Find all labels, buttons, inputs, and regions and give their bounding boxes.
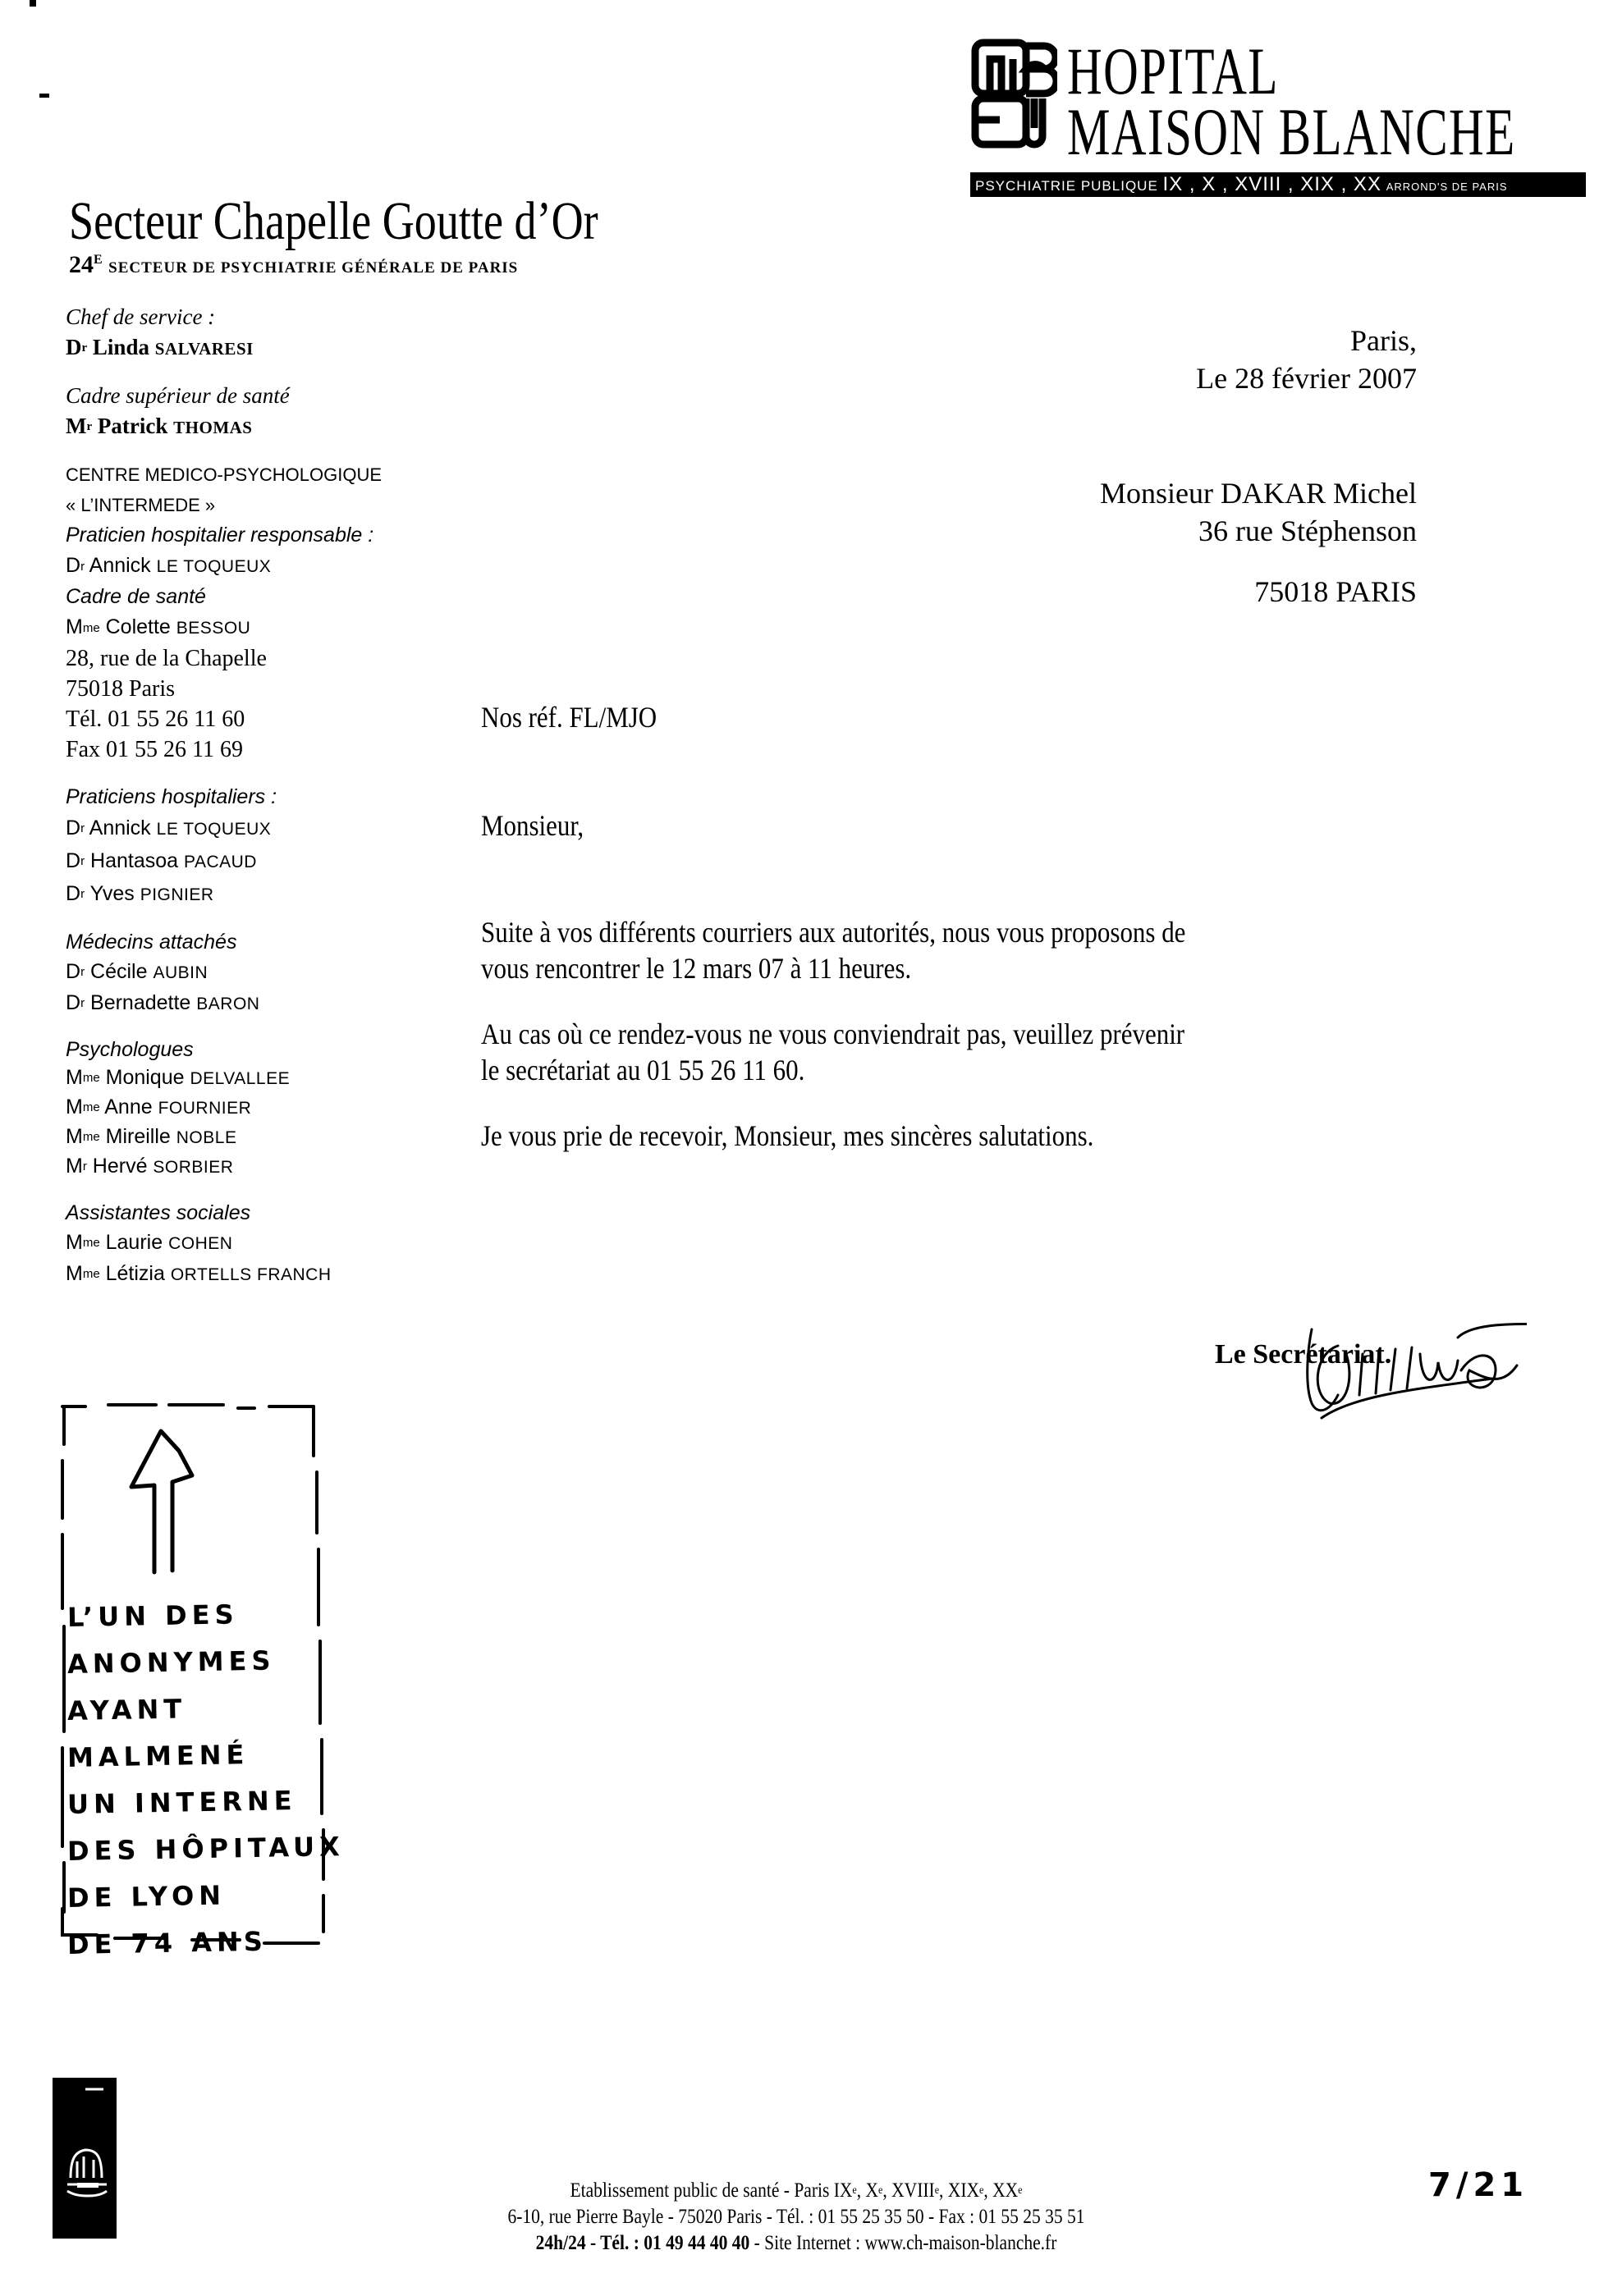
annotation-line: UN INTERNE: [66, 1785, 297, 1820]
paragraph-line: Au cas où ce rendez-vous ne vous conviendrait pas, veuillez prévenir: [481, 1018, 1185, 1050]
last-name: LE TOQUEUX: [156, 820, 272, 839]
first-name: Hantasoa: [90, 849, 179, 872]
last-name: PIGNIER: [140, 885, 214, 904]
footer-line-3: [443, 2230, 1149, 2257]
group-title: Assistantes sociales: [66, 1201, 251, 1224]
last-name: COHEN: [168, 1234, 233, 1253]
annotation-line: L’UN DES: [66, 1599, 239, 1633]
staff-member: [66, 878, 493, 911]
letter-salutation: Monsieur,: [481, 809, 584, 842]
staff-member: [66, 1228, 493, 1259]
staff-member: [66, 411, 493, 443]
arrondissement-sup: e: [934, 2184, 940, 2197]
honorific-sup: me: [82, 1071, 100, 1085]
annotation-line: DE LYON: [66, 1879, 227, 1914]
sector-title: Secteur Chapelle Goutte d’Or: [69, 191, 598, 251]
honorific: D: [66, 960, 81, 983]
handwritten-annotation: [49, 1387, 346, 1978]
recipient-name: Monsieur DAKAR Michel: [1100, 477, 1417, 510]
staff-member: [66, 332, 493, 364]
logo-tagline-suffix: ARROND'S DE PARIS: [1386, 181, 1508, 193]
handwritten-signature-icon: [1215, 1297, 1527, 1428]
sector-number-sup: E: [94, 253, 103, 267]
staff-member: [66, 1259, 493, 1290]
footer-website[interactable]: - Site Internet : www.ch-maison-blanche.fr: [749, 2232, 1057, 2254]
annotation-line: MALMENÉ: [66, 1739, 250, 1773]
arrondissement-sup: e: [1018, 2184, 1023, 2197]
letter-city: Paris,: [1350, 324, 1417, 357]
staff-member: [66, 1063, 493, 1093]
honorific: M: [66, 1066, 83, 1089]
building-icon: [53, 2078, 117, 2242]
arrondissement: XVIII: [891, 2179, 935, 2202]
footer-24h-phone: 24h/24 - Tél. : 01 49 44 40 40: [535, 2232, 750, 2254]
annotation-text: [67, 1592, 345, 1966]
sector-subtitle-text: SECTEUR DE PSYCHIATRIE GÉNÉRALE DE PARIS: [108, 259, 519, 277]
last-name: ORTELLS FRANCH: [170, 1265, 332, 1284]
signature-label: Le Secrétariat.: [1215, 1339, 1392, 1370]
sector-number: 24: [69, 251, 94, 278]
paragraph-line: Je vous prie de recevoir, Monsieur, mes sincères salutations.: [481, 1119, 1094, 1152]
staff-member: [66, 957, 493, 988]
letter-paragraph: [481, 1016, 1314, 1088]
signature-block: [1215, 1297, 1527, 1428]
letter-paragraph: [481, 914, 1314, 986]
footer-line-2: 6-10, rue Pierre Bayle - 75020 Paris - Tél. : 01 55 25 35 50 - Fax : 01 55 25 35 51: [507, 2206, 1085, 2228]
cmp-subname: « L’INTERMEDE »: [66, 495, 216, 515]
footer: [386, 2178, 1207, 2257]
first-name: Yves: [89, 882, 135, 905]
honorific-sup: r: [86, 420, 93, 433]
honorific-sup: r: [82, 1159, 87, 1173]
honorific: M: [66, 1125, 83, 1148]
honorific: M: [66, 414, 87, 438]
first-name: Annick: [89, 816, 151, 839]
cmp-fax: Fax 01 55 26 11 69: [66, 737, 243, 762]
cmp-name: CENTRE MEDICO-PSYCHOLOGIQUE: [66, 464, 383, 485]
last-name: SALVARESI: [154, 339, 254, 359]
staff-group-assistantes: [66, 1198, 493, 1290]
honorific: M: [66, 1155, 83, 1178]
honorific-sup: me: [82, 1267, 100, 1281]
hospital-logo: [970, 34, 1594, 199]
annotation-line: ANONYMES: [66, 1644, 276, 1680]
scan-speck: [30, 0, 36, 7]
honorific: D: [66, 991, 81, 1014]
honorific: M: [66, 1262, 83, 1285]
staff-member: [66, 1093, 493, 1123]
cmp-phone: Tél. 01 55 26 11 60: [66, 707, 245, 732]
staff-group-chef: [66, 302, 493, 364]
honorific-sup: r: [80, 560, 85, 574]
footer-line-1: Etablissement public de santé - Paris IXe, Xe, XVIIIe, XIXe, XXe: [570, 2179, 1023, 2202]
logo-tagline-prefix: PSYCHIATRIE PUBLIQUE: [975, 178, 1158, 194]
recipient-street: 36 rue Stéphenson: [1198, 515, 1417, 547]
staff-group-medecins: [66, 927, 493, 1019]
first-name: Cécile: [90, 960, 148, 983]
annotation-line: DES HÔPITAUX: [66, 1831, 346, 1867]
footer-establishment: Etablissement public de santé - Paris: [570, 2179, 834, 2202]
arrondissement: XX: [992, 2179, 1019, 2202]
staff-member: [66, 551, 493, 582]
staff-group-cmp: [66, 460, 493, 765]
honorific: D: [66, 554, 81, 577]
letter-date: Le 28 février 2007: [1196, 362, 1417, 395]
annotation-line: AYANT: [66, 1693, 187, 1727]
group-title: Praticien hospitalier responsable :: [66, 524, 374, 547]
staff-member: [66, 612, 493, 643]
page-number: 7/21: [1428, 2166, 1529, 2204]
honorific-sup: r: [80, 996, 85, 1010]
arrondissement: X: [865, 2179, 879, 2202]
staff-member: [66, 1123, 493, 1152]
first-name: Létizia: [105, 1262, 165, 1285]
group-title: Praticiens hospitaliers :: [66, 785, 277, 808]
first-name: Bernadette: [90, 991, 191, 1014]
mb-monogram-icon: [970, 38, 1057, 149]
arrondissement-sup: e: [979, 2184, 984, 2197]
logo-title-line1: HOPITAL: [1067, 34, 1279, 108]
honorific-sup: me: [82, 1130, 100, 1144]
last-name: BESSOU: [176, 619, 251, 638]
annotation-line: DE 74 ANS: [66, 1925, 268, 1960]
honorific: M: [66, 615, 83, 638]
staff-group-psychologues: [66, 1036, 493, 1182]
letter-paragraph: [481, 1118, 1314, 1154]
staff-member: [66, 988, 493, 1019]
first-name: Hervé: [92, 1155, 148, 1178]
recipient-address: [1100, 474, 1417, 611]
group-title: Cadre de santé: [66, 585, 206, 608]
honorific: D: [66, 335, 82, 359]
logo-tagline-numerals: IX , X , XVIII , XIX , XX: [1162, 173, 1381, 195]
group-title: Chef de service :: [66, 304, 216, 329]
paragraph-line: vous rencontrer le 12 mars 07 à 11 heures.: [481, 952, 912, 985]
logo-title-line2: MAISON BLANCHE: [1067, 94, 1516, 169]
first-name: Patrick: [97, 414, 168, 438]
letter-body: [481, 699, 1450, 1154]
letter-reference: Nos réf. FL/MJO: [481, 701, 657, 734]
first-name: Monique: [105, 1066, 185, 1089]
honorific: D: [66, 849, 81, 872]
paragraph-line: le secrétariat au 01 55 26 11 60.: [481, 1054, 805, 1086]
staff-member: [66, 812, 493, 845]
honorific: M: [66, 1095, 83, 1118]
honorific-sup: me: [82, 1100, 100, 1114]
last-name: PACAUD: [184, 853, 257, 871]
scan-speck: [39, 94, 49, 98]
arrondissement: IX: [833, 2179, 853, 2202]
cmp-address-city: 75018 Paris: [66, 676, 175, 702]
last-name: LE TOQUEUX: [156, 557, 272, 576]
logo-tagline-band: [970, 172, 1586, 197]
group-title: Psychologues: [66, 1038, 194, 1061]
honorific-sup: r: [80, 887, 85, 901]
honorific-sup: me: [82, 1236, 100, 1250]
last-name: BARON: [196, 995, 260, 1013]
first-name: Linda: [92, 335, 149, 359]
up-arrow-icon: [131, 1431, 192, 1572]
first-name: Anne: [104, 1095, 153, 1118]
honorific-sup: r: [80, 965, 85, 979]
honorific-sup: r: [81, 341, 88, 354]
paragraph-line: Suite à vos différents courriers aux autorités, nous vous proposons de: [481, 916, 1186, 949]
honorific: D: [66, 882, 81, 905]
honorific-sup: r: [80, 821, 85, 835]
group-title: Cadre supérieur de santé: [66, 383, 290, 408]
recipient-city: 75018 PARIS: [1254, 575, 1417, 608]
first-name: Laurie: [105, 1231, 163, 1254]
staff-group-cadre-sup: [66, 381, 493, 443]
place-and-date: [1196, 322, 1417, 397]
arrondissement-sup: e: [852, 2184, 857, 2197]
sector-subtitle: [69, 251, 518, 279]
group-title: Médecins attachés: [66, 931, 237, 954]
honorific: D: [66, 816, 81, 839]
staff-member: [66, 845, 493, 878]
arrondissement-sup: e: [878, 2184, 883, 2197]
first-name: Annick: [89, 554, 151, 577]
last-name: NOBLE: [176, 1128, 237, 1147]
last-name: DELVALLEE: [190, 1069, 291, 1088]
staff-member: [66, 1152, 493, 1182]
arrondissement: XIX: [947, 2179, 980, 2202]
last-name: FOURNIER: [158, 1099, 252, 1118]
honorific-sup: r: [80, 854, 85, 868]
staff-directory: [66, 302, 493, 1306]
honorific-sup: me: [82, 621, 100, 635]
footer-building-logo: [53, 2078, 117, 2242]
last-name: AUBIN: [153, 963, 208, 982]
first-name: Mireille: [105, 1125, 171, 1148]
last-name: THOMAS: [173, 418, 253, 437]
first-name: Colette: [105, 615, 171, 638]
cmp-address-street: 28, rue de la Chapelle: [66, 646, 267, 671]
honorific: M: [66, 1231, 83, 1254]
staff-group-praticiens: [66, 781, 493, 911]
last-name: SORBIER: [153, 1158, 234, 1177]
